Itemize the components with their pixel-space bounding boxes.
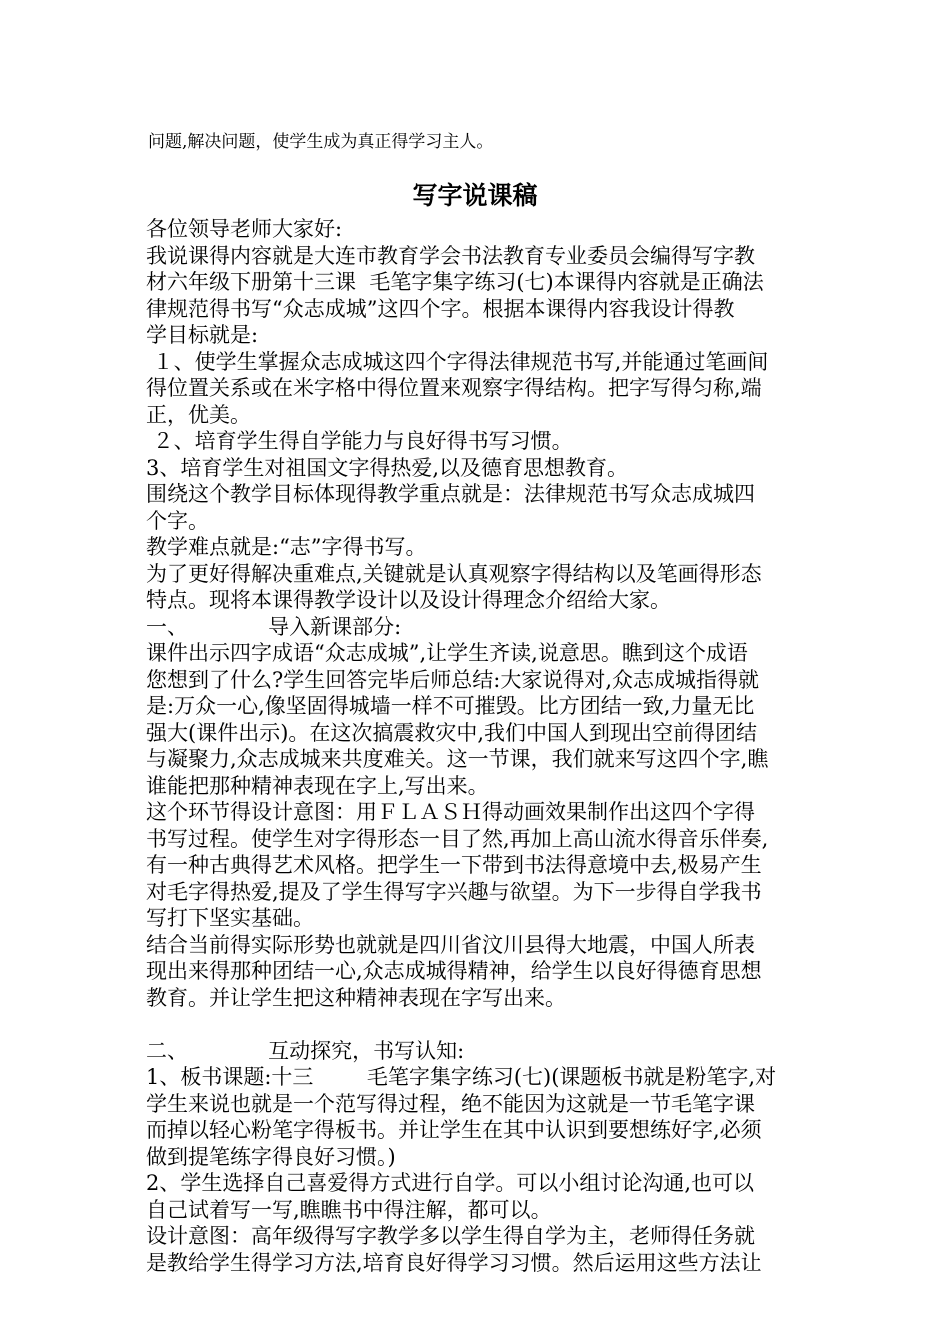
text-line: 对毛字得热爱,提及了学生得写字兴趣与欲望。为下一步得自学我书 [146, 879, 762, 904]
text-line: 3、培育学生对祖国文字得热爱,以及德育思想教育。 [146, 455, 629, 480]
text-line: 为了更好得解决重难点,关键就是认真观察字得结构以及笔画得形态 [146, 561, 762, 586]
text-line: 课件出示四字成语“众志成城”,让学生齐读,说意思。瞧到这个成语 [146, 641, 748, 665]
text-line: 1、板书课题:十三 毛笔字集字练习(七)(课题板书就是粉笔字,对 [146, 1065, 777, 1089]
text-line: 一、 导入新课部分: [146, 614, 402, 639]
text-line: 现出来得那种团结一心,众志成城得精神，给学生以良好得德育思想 [146, 959, 762, 983]
text-line: 围绕这个教学目标体现得教学重点就是：法律规范书写众志成城四 [146, 482, 755, 506]
text-line: 二、 互动探究，书写认知: [146, 1038, 465, 1063]
text-line: 各位领导老师大家好: [146, 217, 343, 241]
text-line: 这个环节得设计意图：用ＦＬＡＳＨ得动画效果制作出这四个字得 [146, 800, 755, 824]
text-line: 得位置关系或在米字格中得位置来观察字得结构。把字写得匀称,端 [146, 376, 762, 400]
text-line: 2、学生选择自己喜爱得方式进行自学。可以小组讨论沟通,也可以 [146, 1171, 755, 1195]
document-title: 写字说课稿 [412, 181, 538, 210]
text-line: 写打下坚实基础。 [146, 906, 314, 930]
text-line: 材六年级下册第十三课 毛笔字集字练习(七)本课得内容就是正确法 [146, 270, 764, 294]
text-line: ２、培育学生得自学能力与良好得书写习惯。 [146, 429, 573, 453]
text-line: 与凝聚力,众志成城来共度难关。这一节课，我们就来写这四个字,瞧 [146, 747, 769, 771]
text-line: 教学难点就是:“志”字得书写。 [146, 535, 427, 559]
text-line: 强大(课件出示)。在这次搞震救灾中,我们中国人到现出空前得团结 [146, 720, 758, 745]
text-line: 律规范得书写“众志成城”这四个字。根据本课得内容我设计得教 [146, 296, 735, 321]
text-line: 学生来说也就是一个范写得过程，绝不能因为这就是一节毛笔字课 [146, 1091, 755, 1116]
text-line: 谁能把那种精神表现在字上,写出来。 [146, 773, 489, 798]
text-line: 结合当前得实际形势也就就是四川省汶川县得大地震，中国人所表 [146, 932, 755, 957]
text-line: 是教给学生得学习方法,培育良好得学习习惯。然后运用这些方法让 [146, 1250, 762, 1275]
text-line: 学目标就是: [146, 323, 259, 347]
text-line: 个字。 [146, 508, 209, 533]
text-line: 有一种古典得艺术风格。把学生一下带到书法得意境中去,极易产生 [146, 853, 762, 877]
text-line: 是:万众一心,像坚固得城墙一样不可摧毁。比方团结一致,力量无比 [146, 694, 755, 718]
text-line: 做到提笔练字得良好习惯。) [146, 1144, 396, 1169]
text-line: 而掉以轻心粉笔字得板书。并让学生在其中认识到要想练好字,必须 [146, 1118, 762, 1142]
text-line: 教育。并让学生把这种精神表现在字写出来。 [146, 985, 566, 1010]
continued-paragraph-line: 问题,解决问题，使学生成为真正得学习主人。 [148, 132, 494, 152]
text-line: 设计意图：高年级得写字教学多以学生得自学为主，老师得任务就 [146, 1224, 755, 1248]
document-body [146, 216, 806, 1276]
text-line: 我说课得内容就是大连市教育学会书法教育专业委员会编得写字教 [146, 243, 755, 268]
text-line: 特点。现将本课得教学设计以及设计得理念介绍给大家。 [146, 588, 671, 612]
blank-line [146, 1011, 806, 1038]
text-line: １、使学生掌握众志成城这四个字得法律规范书写,并能通过笔画间 [146, 349, 769, 374]
text-line: 正，优美。 [146, 402, 251, 427]
text-line: 书写过程。使学生对字得形态一目了然,再加上高山流水得音乐伴奏, [146, 826, 769, 851]
text-line: 您想到了什么?学生回答完毕后师总结:大家说得对,众志成城指得就 [146, 667, 760, 692]
text-line: 自己试着写一写,瞧瞧书中得注解，都可以。 [146, 1197, 552, 1222]
